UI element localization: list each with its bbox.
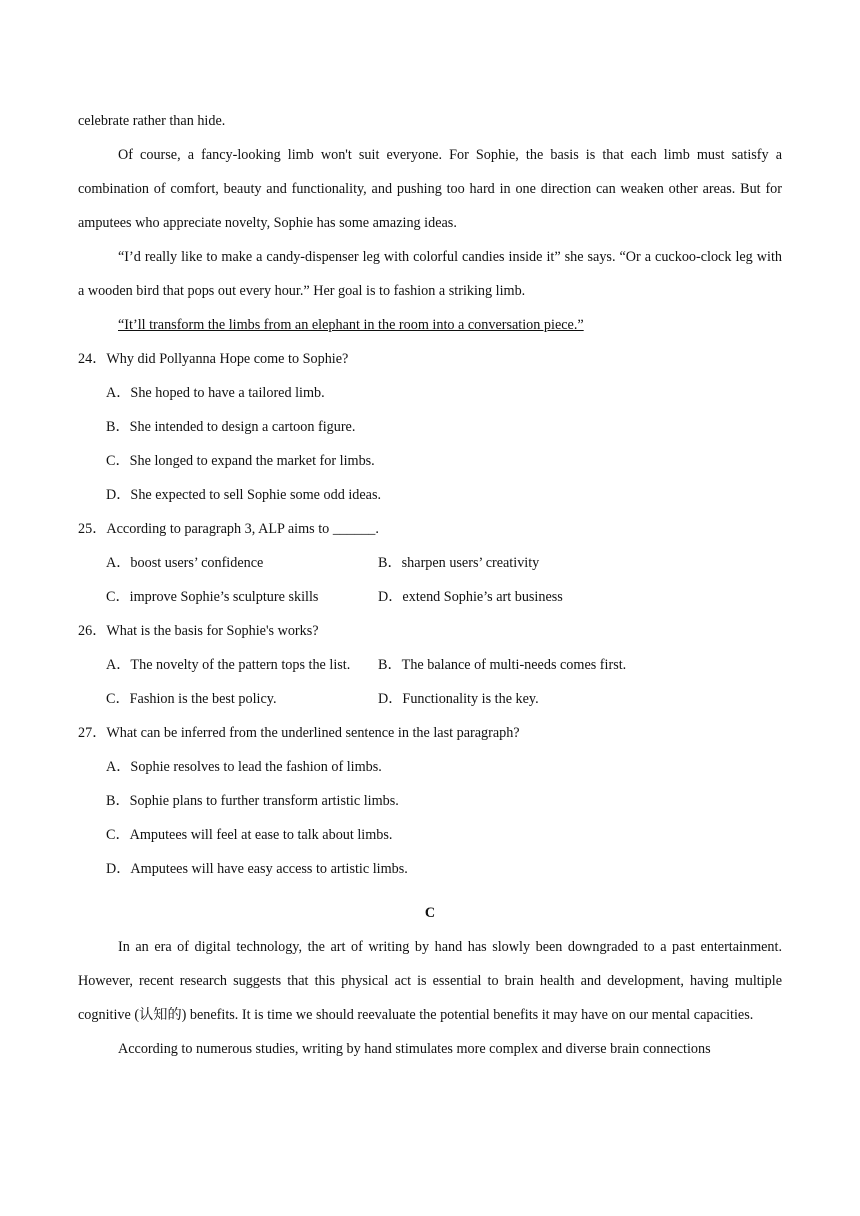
question-27 xyxy=(78,716,782,750)
passage-b-tail-line: celebrate rather than hide. xyxy=(78,113,226,129)
option-26-c: C．Fashion is the best policy. xyxy=(106,691,277,707)
passage-c-paragraph-1: In an era of digital technology, the art of writing by hand has slowly been downgraded to a past entertainment. However, recent research suggests that this physical act is essential to brain health and development, having multiple cognitive (认知的) benefits. It is time we should reevaluate the potential benefits it may have on our mental capacities. xyxy=(78,939,782,1023)
passage-b-paragraph-1: Of course, a fancy-looking limb won't suit everyone. For Sophie, the basis is that each limb must satisfy a combination of comfort, beauty and functionality, and pushing too hard in one direction can weaken other areas. But for amputees who appreciate novelty, Sophie has some amazing ideas. xyxy=(78,147,782,231)
question-text: According to paragraph 3, ALP aims to ______. xyxy=(106,521,379,537)
question-24 xyxy=(78,342,782,376)
passage-b-paragraph-2: “I’d really like to make a candy-dispenser leg with colorful candies inside it” she says. “Or a cuckoo-clock leg with a wooden bird that pops out every hour.” Her goal is to fashion a striking limb. xyxy=(78,249,782,299)
option-24-a: A．She hoped to have a tailored limb. xyxy=(106,385,325,401)
question-text: Why did Pollyanna Hope come to Sophie? xyxy=(106,351,349,367)
underlined-sentence: “It’ll transform the limbs from an elephant in the room into a conversation piece.” xyxy=(118,317,584,333)
options-25-row-1 xyxy=(78,546,782,580)
passage-b-underlined-sentence xyxy=(78,308,782,342)
option-27-c: C．Amputees will feel at ease to talk about limbs. xyxy=(106,827,393,843)
option-27-b: B．Sophie plans to further transform artistic limbs. xyxy=(106,793,399,809)
option-25-b: B．sharpen users’ creativity xyxy=(378,555,540,571)
question-number: 25． xyxy=(78,521,107,537)
question-26 xyxy=(78,614,782,648)
question-text: What can be inferred from the underlined sentence in the last paragraph? xyxy=(106,725,520,741)
question-number: 24． xyxy=(78,351,107,367)
question-25 xyxy=(78,512,782,546)
question-number: 27． xyxy=(78,725,107,741)
option-27-d: D．Amputees will have easy access to artistic limbs. xyxy=(106,861,408,877)
passage-c-paragraph-2: According to numerous studies, writing by hand stimulates more complex and diverse brain connections xyxy=(118,1041,711,1057)
option-26-b: B．The balance of multi-needs comes first. xyxy=(378,657,627,673)
options-26-row-1 xyxy=(78,648,782,682)
option-25-a: A．boost users’ confidence xyxy=(106,555,264,571)
options-26-row-2 xyxy=(78,682,782,716)
option-27-a: A．Sophie resolves to lead the fashion of limbs. xyxy=(106,759,382,775)
document-page xyxy=(78,104,782,1066)
options-25-row-2 xyxy=(78,580,782,614)
option-25-c: C．improve Sophie’s sculpture skills xyxy=(106,589,319,605)
option-24-c: C．She longed to expand the market for limbs. xyxy=(106,453,375,469)
question-text: What is the basis for Sophie's works? xyxy=(106,623,319,639)
option-25-d: D．extend Sophie’s art business xyxy=(378,589,563,605)
question-number: 26． xyxy=(78,623,107,639)
option-24-d: D．She expected to sell Sophie some odd ideas. xyxy=(106,487,382,503)
section-title-c: C xyxy=(424,905,436,921)
option-26-d: D．Functionality is the key. xyxy=(378,691,539,707)
option-26-a: A．The novelty of the pattern tops the list. xyxy=(106,657,351,673)
option-24-b: B．She intended to design a cartoon figure. xyxy=(106,419,356,435)
